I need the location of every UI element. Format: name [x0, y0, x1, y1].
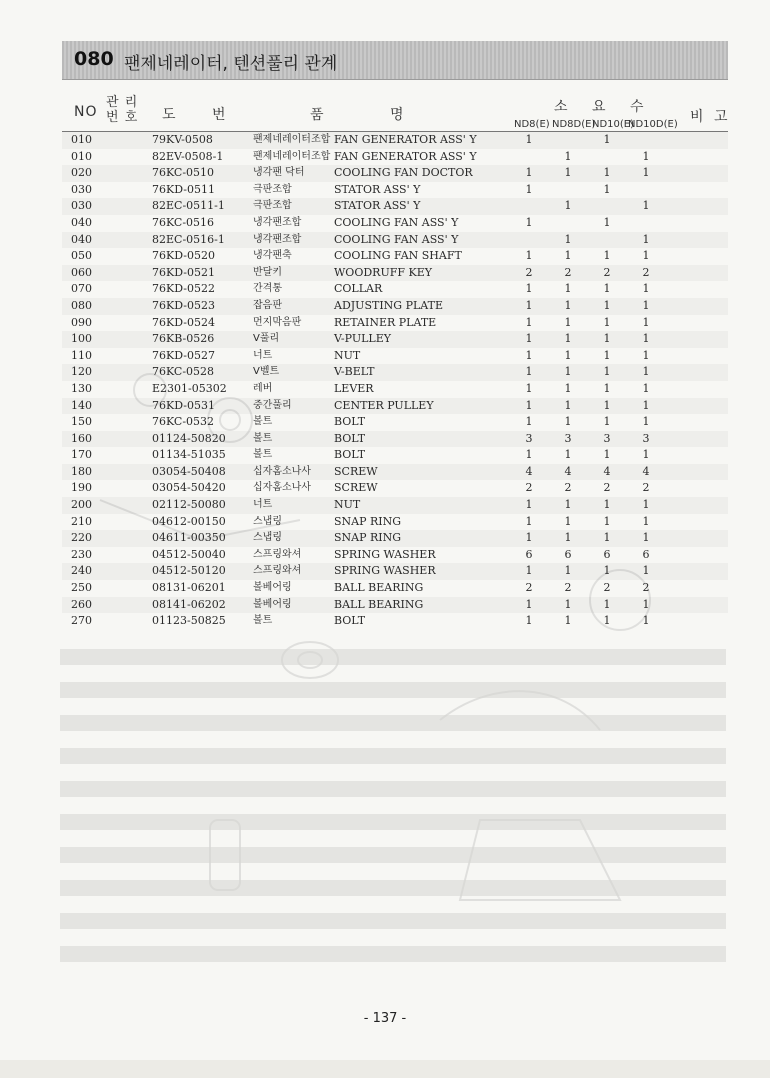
part-name-korean: 냉각팬조합	[253, 216, 302, 228]
part-name-english: V-PULLEY	[334, 332, 392, 346]
part-no: 210	[71, 514, 92, 528]
qty-nd10e: 1	[603, 415, 611, 429]
qty-nd8e: 6	[525, 547, 533, 561]
part-name-korean: 스프링와셔	[253, 548, 302, 560]
qty-nd10de: 1	[642, 249, 650, 263]
drawing-no: 79KV-0508	[152, 133, 213, 146]
qty-nd8e: 1	[525, 315, 533, 329]
part-name-korean: 볼트	[253, 449, 273, 461]
qty-nd8de: 1	[564, 398, 572, 412]
drawing-no: 76KC-0532	[152, 415, 215, 429]
part-name-english: COLLAR	[334, 282, 383, 296]
header-note: 비 고	[690, 109, 729, 125]
table-row	[62, 480, 728, 497]
qty-nd8e: 1	[525, 531, 533, 545]
qty-nd10e: 2	[603, 265, 611, 279]
section-title: 팬제네레이터, 텐션풀리 관계	[124, 54, 338, 74]
qty-nd10de: 1	[642, 448, 650, 462]
part-name-english: COOLING FAN ASS' Y	[334, 232, 459, 246]
part-no: 050	[71, 249, 92, 263]
part-no: 100	[71, 332, 92, 346]
qty-nd10e: 1	[603, 215, 611, 229]
header-model-nd10de: ND10D(E)	[628, 119, 678, 130]
qty-nd8de: 1	[564, 498, 572, 512]
empty-stripe	[60, 715, 726, 731]
part-name-english: WOODRUFF KEY	[334, 265, 432, 279]
empty-stripe	[60, 880, 726, 896]
qty-nd10e: 1	[603, 133, 611, 146]
part-name-english: BOLT	[334, 415, 366, 429]
qty-nd8e: 1	[525, 514, 533, 528]
qty-nd8e: 1	[525, 166, 533, 180]
part-name-english: COOLING FAN SHAFT	[334, 249, 462, 263]
qty-nd8e: 1	[525, 348, 533, 362]
drawing-no: 76KD-0511	[152, 182, 215, 196]
qty-nd8de: 6	[564, 547, 572, 561]
empty-row-stripes	[60, 649, 726, 979]
empty-stripe	[60, 847, 726, 863]
table-row	[62, 381, 728, 398]
qty-nd8de: 4	[564, 464, 572, 478]
drawing-no: 01123-50825	[152, 614, 226, 628]
qty-nd10e: 1	[603, 564, 611, 578]
qty-nd8e: 1	[525, 415, 533, 429]
drawing-no: 01134-51035	[152, 448, 226, 462]
table-row	[62, 198, 728, 215]
drawing-no: 76KB-0526	[152, 332, 215, 346]
table-row	[62, 431, 728, 448]
table-row	[62, 265, 728, 282]
qty-nd8de: 1	[564, 514, 572, 528]
part-no: 170	[71, 448, 92, 462]
part-name-korean: 극판조합	[253, 200, 292, 212]
part-no: 270	[71, 614, 92, 628]
part-no: 120	[71, 365, 92, 379]
part-name-korean: V풀리	[253, 333, 280, 345]
empty-stripe	[60, 913, 726, 929]
qty-nd8de: 1	[564, 381, 572, 395]
qty-nd8e: 1	[525, 332, 533, 346]
part-no: 080	[71, 298, 92, 312]
qty-nd10e: 1	[603, 381, 611, 395]
part-name-english: NUT	[334, 348, 361, 362]
part-no: 140	[71, 398, 92, 412]
qty-nd10de: 1	[642, 166, 650, 180]
part-no: 030	[71, 182, 92, 196]
part-name-english: BOLT	[334, 614, 366, 628]
header-drawing-no: 도 번	[162, 107, 227, 123]
qty-nd8de: 1	[564, 415, 572, 429]
qty-nd8de: 1	[564, 531, 572, 545]
part-name-korean: 냉각팬 닥터	[253, 167, 305, 179]
drawing-no: 04512-50040	[152, 547, 226, 561]
table-row	[62, 248, 728, 265]
part-name-english: SCREW	[334, 464, 378, 478]
qty-nd10de: 1	[642, 365, 650, 379]
page-bottom-edge	[0, 1060, 770, 1078]
part-name-korean: 볼트	[253, 416, 273, 428]
part-name-korean: 십자홈소나사	[253, 465, 311, 477]
table-row	[62, 182, 728, 199]
qty-nd8de: 1	[564, 149, 572, 163]
part-name-korean: 먼지막음판	[253, 316, 302, 328]
qty-nd10e: 2	[603, 581, 611, 595]
header-no: NO	[74, 104, 98, 120]
drawing-no: 76KD-0523	[152, 298, 215, 312]
qty-nd10e: 1	[603, 282, 611, 296]
header-mgmt-number: 관 리 번 호	[106, 95, 139, 125]
part-name-english: BALL BEARING	[334, 597, 424, 611]
qty-nd8de: 2	[564, 481, 572, 495]
qty-nd10de: 1	[642, 149, 650, 163]
drawing-no: 01124-50820	[152, 431, 226, 445]
part-name-korean: 반달키	[253, 266, 282, 278]
drawing-no: 04612-00150	[152, 514, 226, 528]
qty-nd8e: 1	[525, 365, 533, 379]
page-number: - 137 -	[363, 1011, 407, 1026]
part-name-english: SPRING WASHER	[334, 564, 436, 578]
part-name-english: SPRING WASHER	[334, 547, 436, 561]
qty-nd8e: 1	[525, 597, 533, 611]
qty-nd10de: 2	[642, 581, 650, 595]
part-no: 040	[71, 215, 92, 229]
part-name-korean: 팬제네레이터조합	[253, 134, 331, 145]
table-row	[62, 281, 728, 298]
table-row	[62, 315, 728, 332]
qty-nd10e: 1	[603, 448, 611, 462]
qty-nd8de: 1	[564, 199, 572, 213]
qty-nd10de: 1	[642, 398, 650, 412]
qty-nd10e: 1	[603, 398, 611, 412]
drawing-no: 76KD-0522	[152, 282, 215, 296]
table-row	[62, 232, 728, 249]
part-name-korean: V벨트	[253, 366, 280, 378]
part-name-korean: 스프링와셔	[253, 565, 302, 577]
drawing-no: 76KD-0527	[152, 348, 215, 362]
part-name-korean: 볼트	[253, 615, 273, 627]
part-no: 090	[71, 315, 92, 329]
part-name-english: FAN GENERATOR ASS' Y	[334, 133, 477, 146]
qty-nd8de: 1	[564, 348, 572, 362]
table-row	[62, 547, 728, 564]
part-name-korean: 볼트	[253, 432, 273, 444]
qty-nd8de: 1	[564, 614, 572, 628]
empty-stripe	[60, 682, 726, 698]
part-name-english: RETAINER PLATE	[334, 315, 437, 329]
table-row	[62, 132, 728, 149]
part-name-english: BALL BEARING	[334, 581, 424, 595]
drawing-no: 04611-00350	[152, 531, 226, 545]
part-name-korean: 십자홈소나사	[253, 482, 311, 494]
section-code: 080	[74, 48, 114, 70]
part-no: 060	[71, 265, 92, 279]
qty-nd8e: 1	[525, 182, 533, 196]
qty-nd8e: 1	[525, 614, 533, 628]
section-title-bar	[62, 41, 728, 80]
qty-nd8de: 3	[564, 431, 572, 445]
drawing-no: 76KD-0531	[152, 398, 215, 412]
part-name-korean: 중간풀리	[253, 399, 292, 411]
table-row	[62, 580, 728, 597]
qty-nd8e: 1	[525, 298, 533, 312]
qty-nd10de: 1	[642, 564, 650, 578]
qty-nd8de: 1	[564, 232, 572, 246]
qty-nd8e: 1	[525, 215, 533, 229]
qty-nd8de: 1	[564, 315, 572, 329]
qty-nd10e: 1	[603, 249, 611, 263]
part-name-english: BOLT	[334, 431, 366, 445]
part-name-english: COOLING FAN DOCTOR	[334, 166, 473, 180]
part-name-korean: 간격통	[253, 283, 282, 295]
qty-nd8de: 1	[564, 298, 572, 312]
part-no: 070	[71, 282, 92, 296]
qty-nd10de: 1	[642, 332, 650, 346]
qty-nd10e: 2	[603, 481, 611, 495]
part-name-korean: 볼베어링	[253, 582, 292, 594]
part-name-english: NUT	[334, 498, 361, 512]
qty-nd8e: 1	[525, 564, 533, 578]
qty-nd8e: 1	[525, 381, 533, 395]
empty-stripe	[60, 781, 726, 797]
part-name-english: STATOR ASS' Y	[334, 199, 421, 213]
table-row	[62, 165, 728, 182]
qty-nd10de: 1	[642, 282, 650, 296]
header-model-nd8e: ND8(E)	[514, 119, 550, 130]
table-row	[62, 298, 728, 315]
part-no: 260	[71, 597, 92, 611]
qty-nd10e: 6	[603, 547, 611, 561]
qty-nd8de: 1	[564, 282, 572, 296]
qty-nd8e: 2	[525, 581, 533, 595]
table-row	[62, 597, 728, 614]
part-no: 180	[71, 464, 92, 478]
part-no: 040	[71, 232, 92, 246]
part-name-korean: 극판조합	[253, 183, 292, 195]
header-quantity: 소 요 수	[554, 99, 645, 115]
table-row	[62, 514, 728, 531]
qty-nd10de: 1	[642, 514, 650, 528]
qty-nd10de: 2	[642, 265, 650, 279]
part-name-english: ADJUSTING PLATE	[334, 298, 443, 312]
part-no: 110	[71, 348, 92, 362]
part-no: 150	[71, 415, 92, 429]
drawing-no: 76KC-0516	[152, 215, 215, 229]
table-row	[62, 331, 728, 348]
qty-nd10de: 1	[642, 232, 650, 246]
qty-nd10de: 1	[642, 298, 650, 312]
part-name-english: STATOR ASS' Y	[334, 182, 421, 196]
drawing-no: 82EC-0511-1	[152, 199, 225, 213]
qty-nd10e: 1	[603, 298, 611, 312]
part-no: 010	[71, 149, 92, 163]
qty-nd8e: 1	[525, 282, 533, 296]
part-no: 020	[71, 166, 92, 180]
qty-nd8e: 1	[525, 498, 533, 512]
part-no: 250	[71, 581, 92, 595]
table-row	[62, 447, 728, 464]
qty-nd10e: 4	[603, 464, 611, 478]
part-name-korean: 스냅링	[253, 532, 282, 544]
qty-nd10de: 3	[642, 431, 650, 445]
part-name-english: SCREW	[334, 481, 378, 495]
qty-nd10e: 3	[603, 431, 611, 445]
drawing-no: 76KD-0520	[152, 249, 215, 263]
qty-nd8de: 1	[564, 332, 572, 346]
drawing-no: 82EC-0516-1	[152, 232, 225, 246]
part-name-korean: 너트	[253, 349, 273, 361]
qty-nd8de: 1	[564, 564, 572, 578]
part-name-korean: 잡음판	[253, 299, 282, 311]
part-name-english: CENTER PULLEY	[334, 398, 434, 412]
qty-nd10de: 4	[642, 464, 650, 478]
drawing-no: 76KD-0524	[152, 315, 215, 329]
part-no: 190	[71, 481, 92, 495]
qty-nd8de: 1	[564, 249, 572, 263]
qty-nd8e: 2	[525, 481, 533, 495]
table-row	[62, 530, 728, 547]
table-row	[62, 464, 728, 481]
part-name-english: SNAP RING	[334, 531, 402, 545]
part-name-korean: 레버	[253, 382, 273, 394]
empty-stripe	[60, 748, 726, 764]
part-no: 200	[71, 498, 92, 512]
qty-nd10e: 1	[603, 348, 611, 362]
qty-nd8e: 2	[525, 265, 533, 279]
qty-nd8de: 1	[564, 365, 572, 379]
part-name-english: LEVER	[334, 381, 374, 395]
drawing-no: 03054-50408	[152, 464, 226, 478]
drawing-no: 76KC-0510	[152, 166, 215, 180]
part-no: 030	[71, 199, 92, 213]
qty-nd10e: 1	[603, 597, 611, 611]
qty-nd10e: 1	[603, 514, 611, 528]
part-no: 010	[71, 133, 92, 146]
table-row	[62, 497, 728, 514]
qty-nd10de: 1	[642, 381, 650, 395]
qty-nd10de: 1	[642, 199, 650, 213]
table-row	[62, 398, 728, 415]
qty-nd10e: 1	[603, 332, 611, 346]
part-name-english: BOLT	[334, 448, 366, 462]
empty-stripe	[60, 814, 726, 830]
part-no: 160	[71, 431, 92, 445]
drawing-no: 76KD-0521	[152, 265, 215, 279]
qty-nd10de: 1	[642, 498, 650, 512]
part-name-korean: 볼베어링	[253, 598, 292, 610]
qty-nd10de: 2	[642, 481, 650, 495]
table-row	[62, 364, 728, 381]
part-no: 230	[71, 547, 92, 561]
qty-nd8de: 1	[564, 597, 572, 611]
qty-nd10e: 1	[603, 182, 611, 196]
table-row	[62, 348, 728, 365]
qty-nd10de: 6	[642, 547, 650, 561]
table-row	[62, 414, 728, 431]
header-model-nd8de: ND8D(E)	[552, 119, 596, 130]
qty-nd10de: 1	[642, 415, 650, 429]
part-name-korean: 팬제네레이터조합	[253, 150, 331, 162]
table-row	[62, 613, 728, 630]
qty-nd10de: 1	[642, 614, 650, 628]
part-no: 240	[71, 564, 92, 578]
part-name-english: V-BELT	[334, 365, 375, 379]
part-name-english: FAN GENERATOR ASS' Y	[334, 149, 477, 163]
qty-nd10de: 1	[642, 597, 650, 611]
qty-nd10e: 1	[603, 166, 611, 180]
drawing-no: 76KC-0528	[152, 365, 215, 379]
qty-nd8de: 1	[564, 448, 572, 462]
part-name-korean: 스냅링	[253, 515, 282, 527]
parts-table	[62, 132, 728, 630]
drawing-no: 82EV-0508-1	[152, 149, 224, 163]
qty-nd8e: 1	[525, 249, 533, 263]
qty-nd10de: 1	[642, 348, 650, 362]
empty-stripe	[60, 946, 726, 962]
qty-nd8e: 1	[525, 398, 533, 412]
drawing-no: 08131-06201	[152, 581, 226, 595]
qty-nd8e: 4	[525, 464, 533, 478]
qty-nd8de: 2	[564, 581, 572, 595]
qty-nd10e: 1	[603, 614, 611, 628]
part-no: 220	[71, 531, 92, 545]
drawing-no: 04512-50120	[152, 564, 226, 578]
header-model-nd10e: ND10(E)	[592, 119, 635, 130]
part-name-korean: 너트	[253, 499, 273, 511]
qty-nd8de: 2	[564, 265, 572, 279]
qty-nd8e: 1	[525, 133, 533, 146]
qty-nd8e: 1	[525, 448, 533, 462]
qty-nd8e: 3	[525, 431, 533, 445]
drawing-no: 08141-06202	[152, 597, 226, 611]
part-name-english: COOLING FAN ASS' Y	[334, 215, 459, 229]
qty-nd10de: 1	[642, 315, 650, 329]
qty-nd10e: 1	[603, 315, 611, 329]
qty-nd10de: 1	[642, 531, 650, 545]
table-row	[62, 149, 728, 166]
qty-nd8de: 1	[564, 166, 572, 180]
drawing-no: 02112-50080	[152, 498, 226, 512]
part-no: 130	[71, 381, 92, 395]
part-name-english: SNAP RING	[334, 514, 402, 528]
table-row	[62, 563, 728, 580]
empty-stripe	[60, 649, 726, 665]
table-row	[62, 215, 728, 232]
qty-nd10e: 1	[603, 531, 611, 545]
part-name-korean: 냉각팬조합	[253, 233, 302, 245]
drawing-no: 03054-50420	[152, 481, 226, 495]
part-name-korean: 냉각팬축	[253, 250, 292, 262]
drawing-no: E2301-05302	[152, 381, 227, 395]
qty-nd10e: 1	[603, 365, 611, 379]
qty-nd10e: 1	[603, 498, 611, 512]
header-part-name: 품 명	[310, 107, 405, 123]
